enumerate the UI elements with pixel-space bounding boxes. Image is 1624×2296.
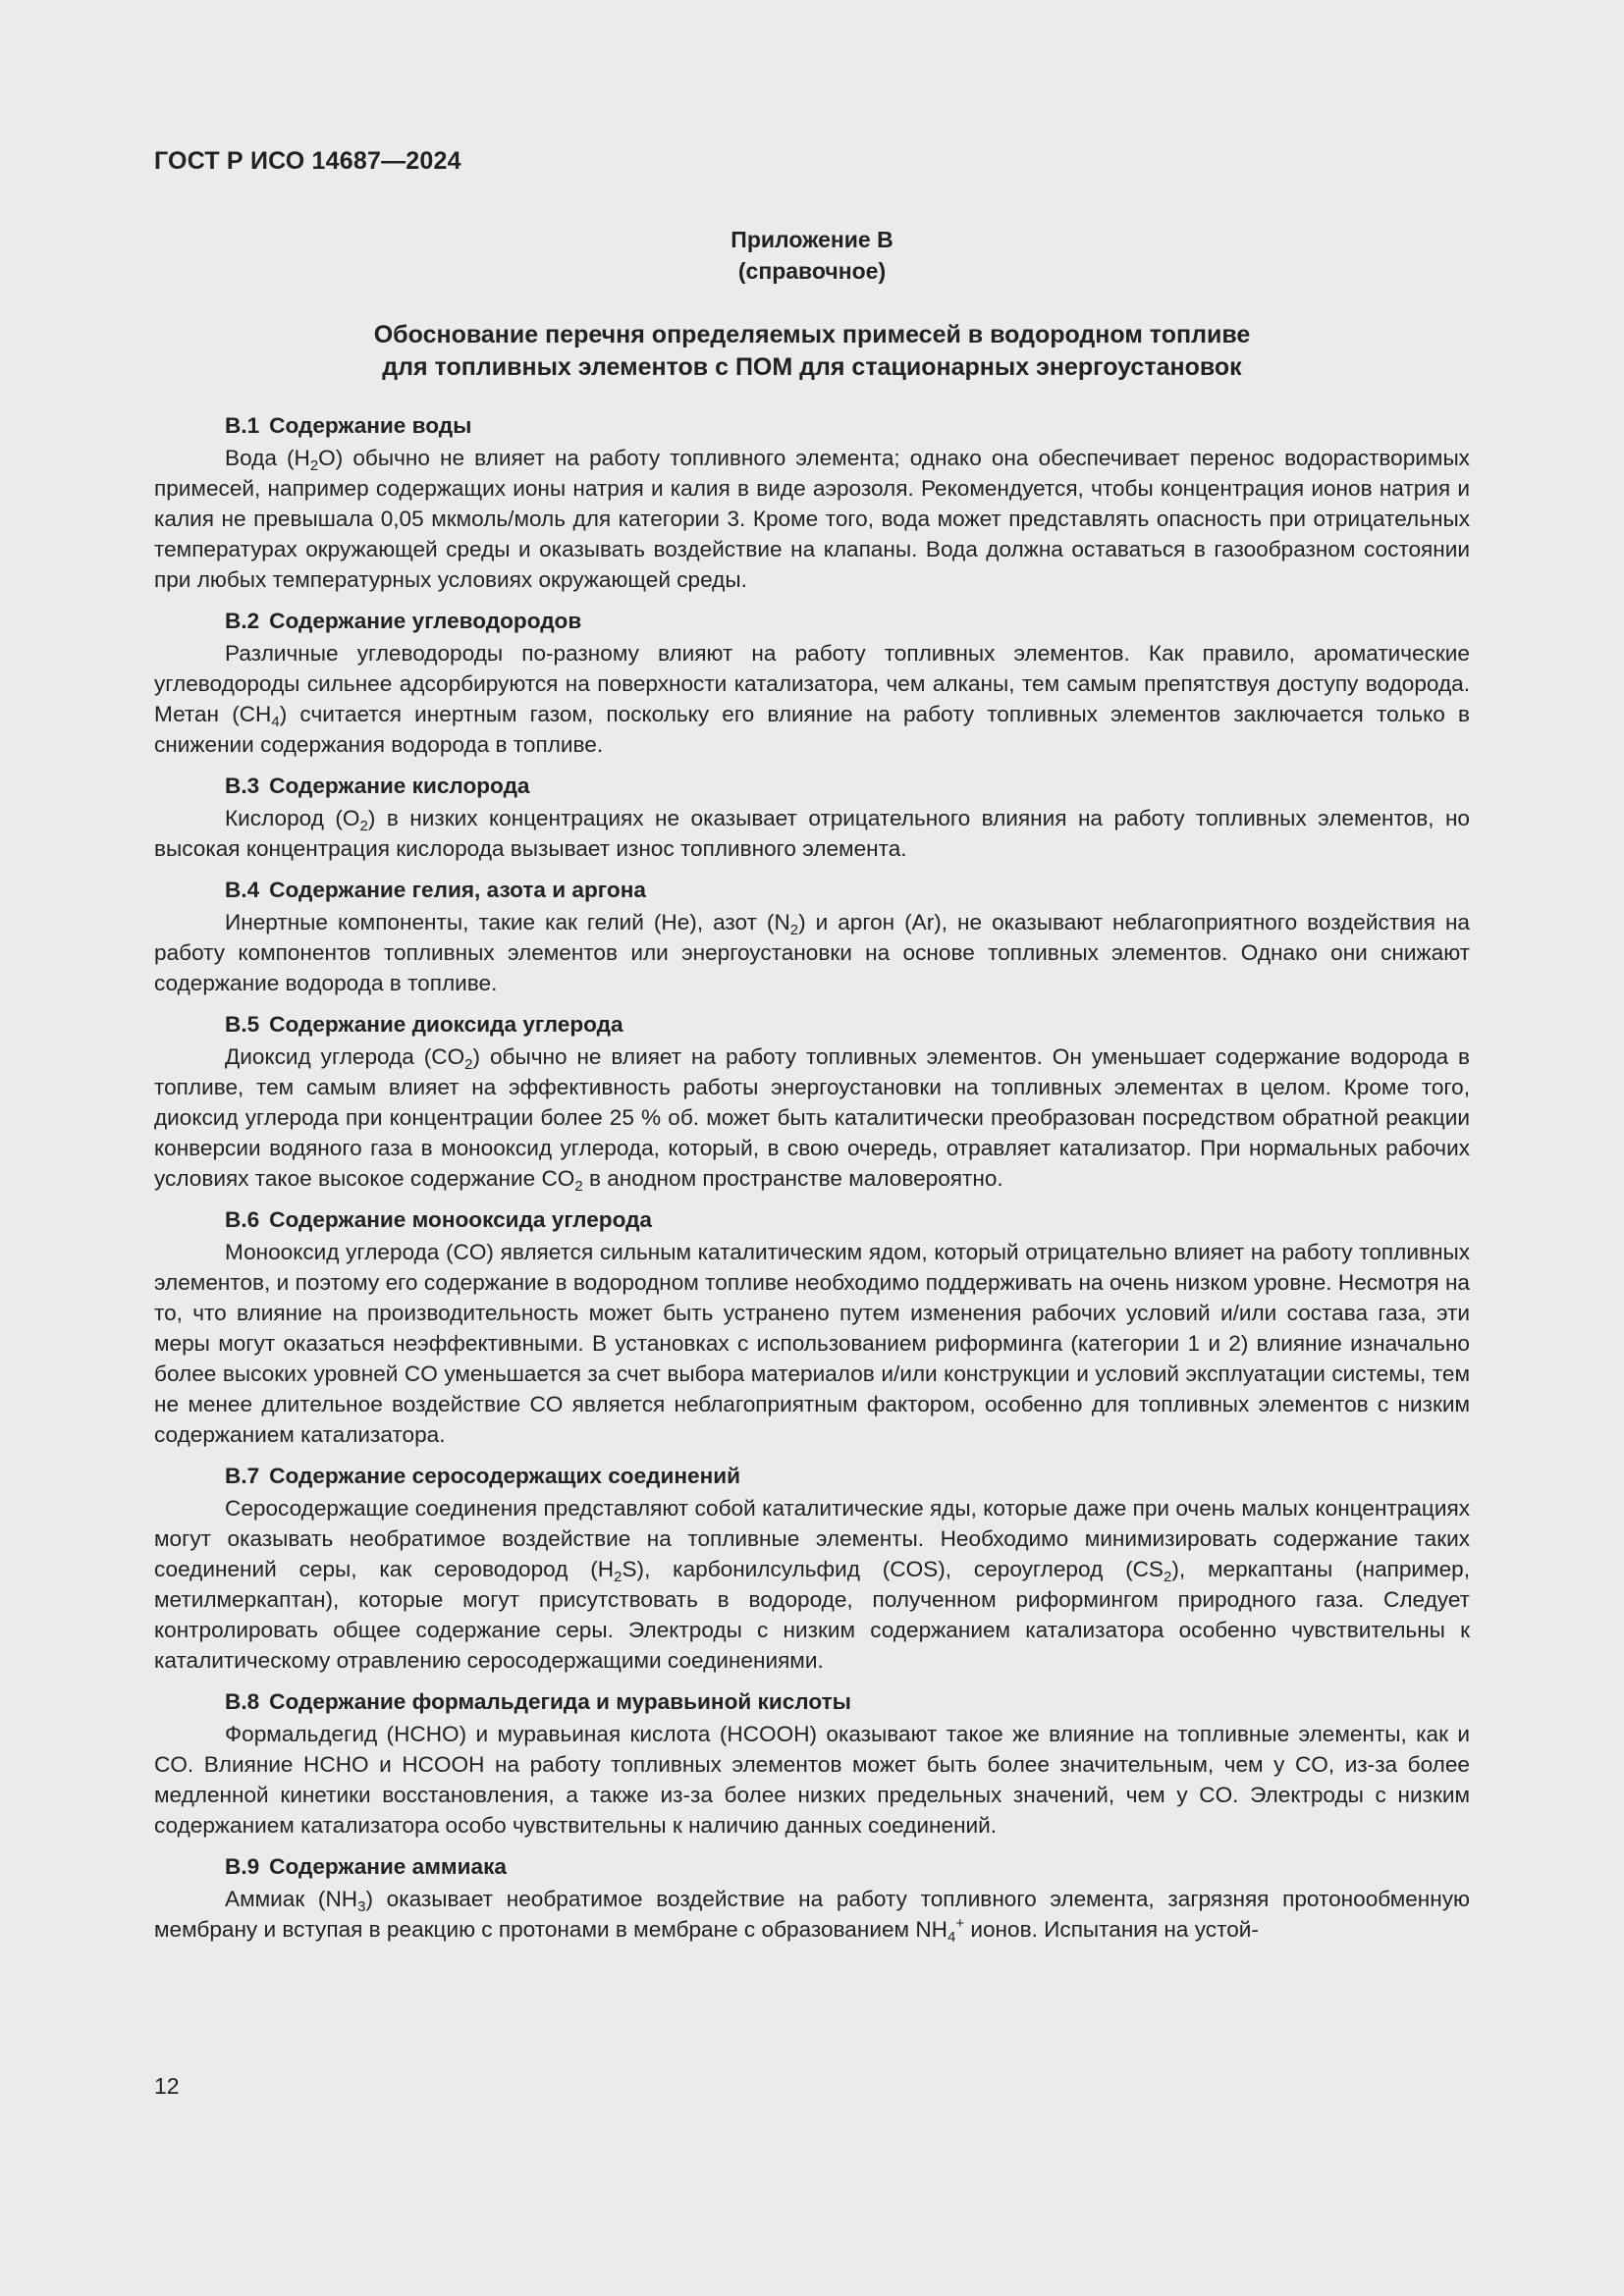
section-paragraph (154, 907, 1470, 998)
text-run: ) оказывает необратимое воздействие на работу топливного элемента, загрязняя протонообменную мембрану и вступая в реакцию с протонами в мембране с образованием NH (154, 1887, 1470, 1942)
section-paragraph (154, 1719, 1470, 1841)
section-number: В.7 (225, 1464, 260, 1488)
section-number: В.2 (225, 609, 260, 633)
section-paragraph (154, 1493, 1470, 1676)
text-run: ) и аргон (Ar), не оказывают неблагоприятного воздействия на работу компонентов топливных элементов или энергоустановки на основе топливных элементов. Однако они снижают содержание водорода в топливе. (154, 910, 1470, 995)
section-heading (154, 1009, 1470, 1040)
section-title: Содержание серосодержащих соединений (269, 1464, 741, 1488)
subscript: 2 (309, 457, 319, 474)
section-heading (154, 1204, 1470, 1235)
section-paragraph (154, 1041, 1470, 1194)
text-run: S), карбонилсульфид (COS), сероуглерод (CS (622, 1557, 1164, 1581)
subscript: 2 (1164, 1569, 1172, 1585)
text-run: Диоксид углерода (CO (225, 1044, 465, 1069)
page-number: 12 (154, 2073, 180, 2099)
section-paragraph (154, 803, 1470, 864)
subscript: 2 (464, 1056, 473, 1073)
section-b6 (154, 1204, 1470, 1450)
text-run: Вода (H (225, 446, 310, 470)
document-body (154, 410, 1470, 1945)
annex-title: Приложение В (731, 227, 893, 252)
text-run: ), меркаптаны (например, метилмеркаптан), которые могут присутствовать в водороде, полученном риформингом природного газа. Следует контролировать общее содержание серы. Электроды с низким содержанием катализатора особенно чувствительны к каталитическому отравлению серосодержащими соединениями. (154, 1557, 1470, 1673)
section-b4 (154, 875, 1470, 998)
annex-main-title-line2: для топливных элементов с ПОМ для стационарных энергоустановок (382, 353, 1242, 381)
annex-type: (справочное) (737, 258, 887, 284)
section-b9 (154, 1851, 1470, 1945)
text-run: в анодном пространстве маловероятно. (582, 1166, 1003, 1191)
text-run: ионов. Испытания на устой- (964, 1917, 1259, 1942)
text-run: Монооксид углерода (CO) является сильным каталитическим ядом, который отрицательно влияет на работу топливных элементов, и поэтому его содержание в водородном топливе необходимо поддерживать на очень низком уровне. Несмотря на то, что влияние на производительность может быть устранено путем изменения рабочих условий и/или состава газа, эти меры могут оказаться неэффективными. В установках с использованием риформинга (категории 1 и 2) влияние изначально более высоких уровней CO уменьшается за счет выбора материалов и/или конструкции и условий эксплуатации системы, тем не менее длительное воздействие CO является неблагоприятным фактором, особенно для топливных элементов с низким содержанием катализатора. (154, 1240, 1470, 1447)
subscript: 3 (357, 1898, 366, 1915)
section-b8 (154, 1686, 1470, 1841)
section-paragraph (154, 638, 1470, 760)
subscript: 2 (789, 922, 799, 938)
section-heading (154, 1851, 1470, 1882)
text-run: ) в низких концентрациях не оказывает отрицательного влияния на работу топливных элементов, но высокая концентрация кислорода вызывает износ топливного элемента. (154, 806, 1470, 861)
subscript: 2 (359, 818, 368, 834)
section-number: В.9 (225, 1854, 260, 1879)
section-heading (154, 771, 1470, 801)
subscript: 4 (947, 1929, 956, 1946)
subscript: 2 (574, 1178, 583, 1195)
annex-heading (154, 224, 1470, 287)
text-run: Различные углеводороды по-разному влияют на работу топливных элементов. Как правило, ароматические углеводороды сильнее адсорбируются на поверхности катализатора, чем алканы, тем самым препятствуя доступу водорода. Метан (CH (154, 641, 1470, 726)
section-heading (154, 1686, 1470, 1717)
section-heading (154, 1461, 1470, 1491)
section-b7 (154, 1461, 1470, 1676)
section-title: Содержание кислорода (269, 774, 530, 798)
section-title: Содержание углеводородов (269, 609, 582, 633)
section-number: В.1 (225, 413, 260, 438)
section-title: Содержание воды (269, 413, 472, 438)
annex-main-title (154, 319, 1470, 384)
section-number: В.6 (225, 1207, 260, 1232)
text-run: ) обычно не влияет на работу топливных элементов. Он уменьшает содержание водорода в топливе, тем самым влияет на эффективность работы энергоустановки на топливных элементах в целом. Кроме того, диоксид углерода при концентрации более 25 % об. может быть каталитически преобразован посредством обратной реакции конверсии водяного газа в монооксид углерода, который, в свою очередь, отравляет катализатор. При нормальных рабочих условиях такое высокое содержание CO (154, 1044, 1471, 1191)
text-run: Инертные компоненты, такие как гелий (He), азот (N (225, 910, 790, 934)
annex-main-title-line1: Обоснование перечня определяемых примесей в водородном топливе (373, 321, 1251, 348)
section-title: Содержание гелия, азота и аргона (269, 878, 646, 902)
text-run: Серосодержащие соединения представляют собой каталитические яды, которые даже при очень малых концентрациях могут оказывать необратимое воздействие на топливные элементы. Необходимо минимизировать содержание таких соединений серы, как сероводород (H (154, 1496, 1470, 1581)
section-b2 (154, 606, 1470, 760)
section-number: В.5 (225, 1012, 260, 1037)
text-run: Аммиак (NH (225, 1887, 358, 1911)
text-run: O) обычно не влияет на работу топливного элемента; однако она обеспечивает перенос водорастворимых примесей, например содержащих ионы натрия и калия в виде аэрозоля. Рекомендуется, чтобы концентрация ионов натрия и калия не превышала 0,05 мкмоль/моль для категории 3. Кроме того, вода может представлять опасность при отрицательных температурах окружающей среды и оказывать воздействие на клапаны. Вода должна оставаться в газообразном состоянии при любых температурных условиях окружающей среды. (154, 446, 1470, 592)
section-paragraph (154, 1237, 1470, 1450)
section-paragraph (154, 443, 1470, 595)
text-run: Кислород (O (225, 806, 360, 830)
section-number: В.8 (225, 1689, 260, 1714)
superscript: + (955, 1915, 965, 1932)
document-header: ГОСТ Р ИСО 14687—2024 (154, 147, 461, 175)
section-b5 (154, 1009, 1470, 1194)
section-paragraph (154, 1884, 1470, 1945)
section-heading (154, 606, 1470, 636)
section-heading (154, 875, 1470, 905)
section-number: В.4 (225, 878, 260, 902)
section-number: В.3 (225, 774, 260, 798)
section-title: Содержание аммиака (269, 1854, 507, 1879)
subscript: 4 (271, 714, 280, 730)
section-b3 (154, 771, 1470, 864)
section-title: Содержание монооксида углерода (269, 1207, 653, 1232)
section-title: Содержание формальдегида и муравьиной кислоты (269, 1689, 851, 1714)
text-run: Формальдегид (HCHO) и муравьиная кислота (HCOOH) оказывают такое же влияние на топливные элементы, как и CO. Влияние HCHO и HCOOH на работу топливных элементов может быть более значительным, чем у CO, из-за более медленной кинетики восстановления, а также из-за более низких предельных значений, чем у CO. Электроды с низким содержанием катализатора особо чувствительны к наличию данных соединений. (154, 1722, 1470, 1838)
section-title: Содержание диоксида углерода (269, 1012, 623, 1037)
section-b1 (154, 410, 1470, 595)
section-heading (154, 410, 1470, 441)
text-run: ) считается инертным газом, поскольку его влияние на работу топливных элементов заключается только в снижении содержания водорода в топливе. (154, 702, 1470, 757)
subscript: 2 (614, 1569, 623, 1585)
